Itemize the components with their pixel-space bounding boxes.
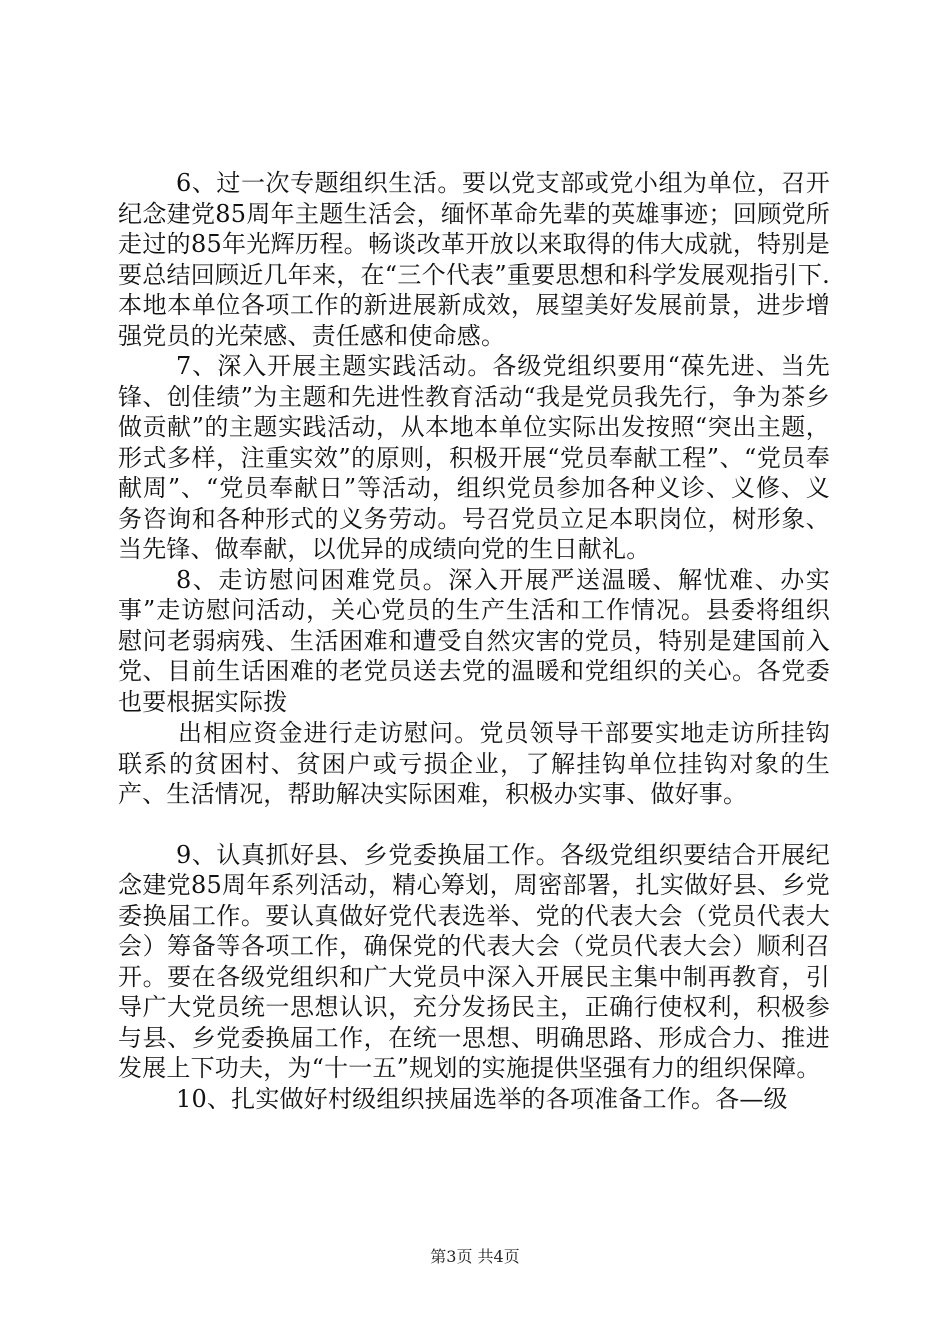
paragraph-10: 10、扎实做好村级组织挟届选举的各项准备工作。各—级 [176, 1084, 788, 1113]
paragraph-8-continued: 出相应资金进行走访慰问。党员领导干部要实地走访所挂钩联系的贫困村、贫困户或亏损企业，了解挂钩单位挂钩对象的生产、生活情况，帮助解决实际困难，积极办实事、做好事。 [118, 719, 830, 808]
paragraph-8: 8、走访慰问困难党员。深入开展严送温暖、解忧难、办实事”走访慰问活动，关心党员的生产生活和工作情况。县委将组织慰问老弱病残、生活困难和遭受自然灾害的党员，特别是建国前入党、目前生话困难的老党员送去党的温暖和党组织的关心。各党委也要根据实际拨 [118, 565, 830, 716]
paragraph-6: 6、过一次专题组织生活。要以党支部或党小组为单位，召开纪念建党85周年主题生活会，缅怀革命先辈的英雄事迹；回顾党所走过的85年光辉历程。畅谈改革开放以来取得的伟大成就，特别是要总结回顾近几年来，在“三个代表”重要思想和科学发展观指引下.本地本单位各项工作的新进展新成效，展望美好发展前景，进步增强党员的光荣感、责任感和使命感。 [118, 169, 830, 350]
page-footer: 第3页 共4页 [430, 1247, 520, 1266]
paragraph-9: 9、认真抓好县、乡党委换届工作。各级党组织要结合开展纪念建党85周年系列活动，精心筹划，周密部署，扎实做好县、乡党委换届工作。要认真做好党代表选举、党的代表大会（党员代表大会）筹备等各项工作，确保党的代表大会（党员代表大会）顺利召开。要在各级党组织和广大党员中深入开展民主集中制再教育，引导广大党员统一思想认识，充分发扬民主，正确行使权利，积极参与县、乡党委换届工作，在统一思想、明确思路、形成合力、推进发展上下功夫，为“十一五”规划的实施提供坚强有力的组织保障。 [118, 840, 830, 1082]
paragraph-gap [118, 810, 830, 840]
document-body [118, 168, 830, 1114]
paragraph-7: 7、深入开展主题实践活动。各级党组织要用“葆先进、当先锋、创佳绩”为主题和先进性教育活动“我是党员我先行，争为茶乡做贡献”的主题实践活动，从本地本单位实际出发按照“突出主题，形式多样，注重实效”的原则，积极开展“党员奉献工程”、“党员奉献周”、“党员奉献日”等活动，组织党员参加各种义诊、义修、义务咨询和各种形式的义务劳动。号召党员立足本职岗位，树形象、当先锋、做奉献，以优异的成绩向党的生日献礼。 [118, 352, 830, 563]
